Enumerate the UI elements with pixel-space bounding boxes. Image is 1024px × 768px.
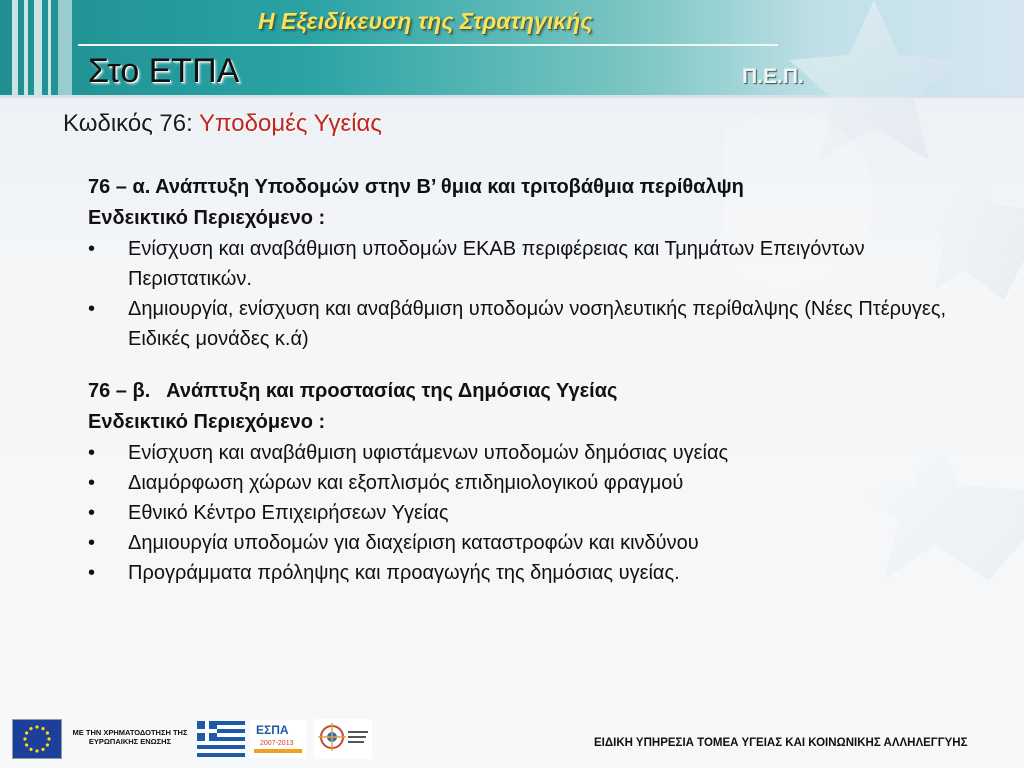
- section-heading: 76 – α. Ανάπτυξη Υποδομών στην Β’ θμια και τριτοβάθμια περίθαλψη: [88, 176, 744, 198]
- slide-content: [88, 172, 958, 610]
- bullet-icon: •: [88, 472, 96, 494]
- program-badge: Π.Ε.Π.: [742, 65, 804, 88]
- bullet-item: [88, 468, 958, 498]
- section-subheading: Ενδεικτικό Περιεχόμενο :: [88, 207, 326, 229]
- bullet-text: Προγράμματα πρόληψης και προαγωγής της δημόσιας υγείας.: [128, 562, 680, 584]
- bullet-icon: •: [88, 442, 96, 464]
- greek-flag-logo: [197, 721, 245, 757]
- section-76a: [88, 172, 958, 354]
- header-rule: [78, 44, 778, 46]
- bullet-item: [88, 498, 958, 528]
- agency-footer-text: ΕΙΔΙΚΗ ΥΠΗΡΕΣΙΑ ΤΟΜΕΑ ΥΓΕΙΑΣ ΚΑΙ ΚΟΙΝΩΝΙΚΗΣ ΑΛΛΗΛΕΓΓΥΗΣ: [594, 737, 968, 749]
- bullet-list: [88, 234, 958, 354]
- bullet-icon: •: [88, 502, 96, 524]
- bullet-icon: •: [88, 532, 96, 554]
- bullet-item: [88, 558, 958, 588]
- header-stripes: [0, 0, 78, 98]
- eu-funding-text: ΜΕ ΤΗΝ ΧΡΗΜΑΤΟΔΟΤΗΣΗ ΤΗΣ ΕΥΡΩΠΑΙΚΗΣ ΕΝΩΣΗΣ: [72, 728, 188, 746]
- bullet-icon: •: [88, 562, 96, 584]
- bullet-item: [88, 438, 958, 468]
- section-heading: 76 – β. Ανάπτυξη και προστασίας της Δημόσιας Υγείας: [88, 380, 618, 402]
- espa-logo-text: ΕΣΠΑ: [256, 723, 289, 737]
- eu-stars-icon: [13, 720, 61, 758]
- bullet-item: [88, 294, 958, 354]
- ministry-emblem-icon: [314, 719, 372, 759]
- bullet-text: Δημιουργία, ενίσχυση και αναβάθμιση υποδομών νοσηλευτικής περίθαλψης (Νέες Πτέρυγες, Ειδικές μονάδες κ.ά): [128, 298, 947, 350]
- code-highlight: Υποδομές Υγείας: [199, 110, 382, 137]
- bullet-text: Εθνικό Κέντρο Επιχειρήσεων Υγείας: [128, 502, 449, 524]
- eu-flag-logo: [12, 719, 62, 759]
- code-prefix: Κωδικός 76:: [63, 110, 193, 137]
- section-76b: [88, 376, 958, 588]
- bullet-text: Διαμόρφωση χώρων και εξοπλισμός επιδημιολογικού φραγμού: [128, 472, 684, 494]
- slide-title: Στο ΕΤΠΑ: [88, 52, 240, 90]
- espa-logo: [250, 720, 306, 758]
- bullet-text: Ενίσχυση και αναβάθμιση υποδομών ΕΚΑΒ περιφέρειας και Τμημάτων Επειγόντων Περιστατικών.: [128, 238, 865, 290]
- bullet-icon: •: [88, 298, 96, 320]
- bullet-list: [88, 438, 958, 588]
- bullet-item: [88, 528, 958, 558]
- section-subheading: Ενδεικτικό Περιεχόμενο :: [88, 411, 326, 433]
- code-line: [63, 110, 382, 138]
- espa-years-text: 2007-2013: [260, 740, 294, 747]
- bullet-item: [88, 234, 958, 294]
- slide-subtitle: Η Εξειδίκευση της Στρατηγικής: [258, 8, 593, 34]
- bullet-text: Δημιουργία υποδομών για διαχείριση καταστροφών και κινδύνου: [128, 532, 699, 554]
- bullet-text: Ενίσχυση και αναβάθμιση υφιστάμενων υποδομών δημόσιας υγείας: [128, 442, 729, 464]
- bullet-icon: •: [88, 238, 96, 260]
- ministry-logo: [314, 719, 372, 759]
